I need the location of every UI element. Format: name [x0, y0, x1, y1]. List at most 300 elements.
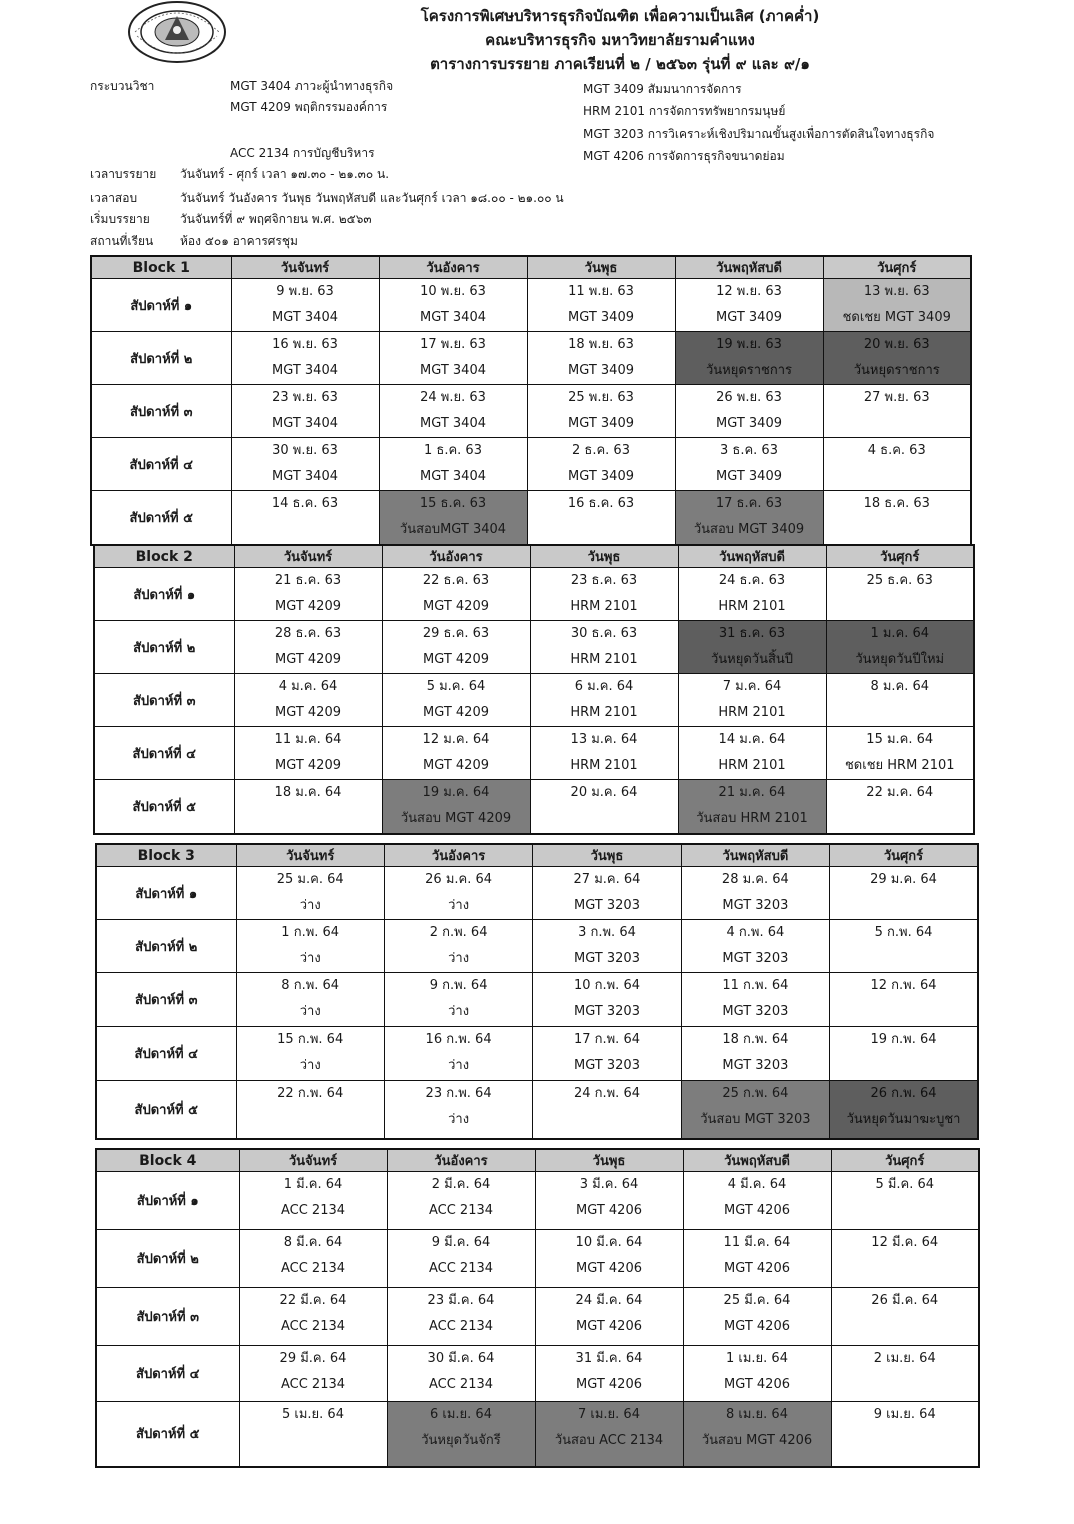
cell-date: 5 ก.พ. 64	[874, 925, 933, 940]
cell-date: 25 มี.ค. 64	[723, 1293, 791, 1308]
cell-subject: MGT 3409	[716, 416, 782, 431]
course-left-2: MGT 4209 พฤติกรรมองค์การ	[230, 100, 388, 114]
block-name: Block 4	[96, 1149, 239, 1172]
schedule-cell	[387, 1288, 535, 1346]
schedule-cell	[675, 279, 823, 332]
cell-subject: MGT 4206	[724, 1377, 790, 1392]
faculty-emblem-icon	[125, 0, 229, 64]
cell-date: 6 เม.ย. 64	[430, 1407, 492, 1422]
schedule-cell	[681, 1027, 829, 1081]
block-table-1	[90, 255, 972, 546]
cell-date: 9 พ.ย. 63	[276, 284, 334, 299]
cell-subject	[824, 464, 971, 490]
week-label: สัปดาห์ที่ ๓	[96, 1288, 239, 1346]
schedule-cell	[823, 279, 971, 332]
week-label: สัปดาห์ที่ ๕	[94, 780, 234, 834]
cell-subject: MGT 3404	[272, 469, 338, 484]
day-header: วันพุธ	[530, 545, 678, 568]
cell-subject: HRM 2101	[570, 652, 638, 667]
cell-date: 10 มี.ค. 64	[575, 1235, 643, 1250]
cell-subject: HRM 2101	[570, 599, 638, 614]
cell-date: 24 พ.ย. 63	[420, 390, 486, 405]
schedule-cell	[384, 1081, 532, 1139]
schedule-cell	[678, 621, 826, 674]
week-row	[94, 568, 974, 621]
week-label: สัปดาห์ที่ ๓	[96, 973, 236, 1027]
cell-date: 6 ม.ค. 64	[574, 679, 634, 694]
schedule-cell	[533, 1027, 681, 1081]
cell-subject: MGT 3404	[272, 416, 338, 431]
day-header: วันพฤหัสบดี	[683, 1149, 831, 1172]
cell-date: 23 ธ.ค. 63	[570, 573, 638, 588]
cell-date: 2 ก.พ. 64	[429, 925, 488, 940]
cell-subject	[531, 806, 678, 832]
cell-subject: วันหยุดวันสิ้นปี	[710, 652, 794, 667]
cell-subject: MGT 3203	[573, 951, 640, 966]
cell-subject	[832, 1428, 979, 1454]
cell-subject: MGT 4209	[275, 652, 341, 667]
cell-date: 3 มี.ค. 64	[579, 1177, 639, 1192]
cell-subject	[824, 517, 971, 543]
cell-subject	[827, 806, 974, 832]
cell-date: 23 ก.พ. 64	[425, 1086, 492, 1101]
schedule-cell	[533, 920, 681, 973]
cell-subject	[830, 1053, 977, 1079]
cell-subject: MGT 4206	[724, 1261, 790, 1276]
cell-subject: MGT 4209	[423, 705, 489, 720]
schedule-cell	[826, 780, 974, 834]
schedule-cell	[234, 621, 382, 674]
cell-date: 1 ธ.ค. 63	[424, 443, 482, 458]
week-label: สัปดาห์ที่ ๔	[96, 1346, 239, 1402]
week-label: สัปดาห์ที่ ๔	[91, 438, 231, 491]
cell-subject: ว่าง	[299, 1058, 321, 1073]
schedule-cell	[830, 867, 978, 920]
schedule-cell	[530, 674, 678, 727]
cell-date: 11 พ.ย. 63	[568, 284, 634, 299]
cell-subject: วันสอบMGT 3404	[399, 522, 507, 537]
header-title-faculty: คณะบริหารธุรกิจ มหาวิทยาลัยรามคำแหง	[485, 31, 755, 49]
cell-date: 9 ก.พ. 64	[429, 978, 488, 993]
cell-date: 10 ก.พ. 64	[573, 978, 640, 993]
cell-date: 24 ก.พ. 64	[573, 1086, 640, 1101]
schedule-cell	[527, 438, 675, 491]
cell-date: 26 พ.ย. 63	[716, 390, 782, 405]
cell-subject: วันหยุดวันปีใหม่	[855, 652, 945, 667]
schedule-cell	[678, 674, 826, 727]
cell-date: 25 พ.ย. 63	[568, 390, 634, 405]
cell-date: 12 พ.ย. 63	[716, 284, 782, 299]
cell-subject: ว่าง	[448, 951, 470, 966]
block-header-row	[96, 844, 978, 867]
week-row	[96, 1172, 979, 1230]
schedule-cell	[823, 332, 971, 385]
schedule-cell	[387, 1172, 535, 1230]
schedule-cell	[384, 973, 532, 1027]
block-name: Block 3	[96, 844, 236, 867]
cell-subject: MGT 3203	[722, 898, 789, 913]
schedule-cell	[234, 674, 382, 727]
cell-subject: วันสอบ MGT 4206	[701, 1433, 813, 1448]
cell-subject: HRM 2101	[718, 758, 786, 773]
day-header: วันอังคาร	[384, 844, 532, 867]
cell-date: 5 มี.ค. 64	[875, 1177, 935, 1192]
course-left-1: MGT 3404 ภาวะผู้นำทางธุรกิจ	[230, 79, 394, 93]
schedule-cell	[236, 867, 384, 920]
day-header: วันอังคาร	[379, 256, 527, 279]
cell-date: 17 พ.ย. 63	[420, 337, 486, 352]
schedule-cell	[239, 1402, 387, 1467]
schedule-cell	[382, 780, 530, 834]
cell-date: 24 ธ.ค. 63	[718, 573, 786, 588]
cell-subject: MGT 4209	[275, 599, 341, 614]
schedule-cell	[681, 920, 829, 973]
cell-subject: ว่าง	[448, 898, 470, 913]
cell-subject: MGT 3409	[568, 469, 634, 484]
cell-subject: HRM 2101	[570, 758, 638, 773]
week-label: สัปดาห์ที่ ๔	[94, 727, 234, 780]
cell-date: 7 ม.ค. 64	[722, 679, 782, 694]
block-name: Block 2	[94, 545, 234, 568]
day-header: วันจันทร์	[239, 1149, 387, 1172]
schedule-cell	[830, 1027, 978, 1081]
day-header: วันศุกร์	[831, 1149, 979, 1172]
schedule-cell	[382, 674, 530, 727]
day-header: วันพุธ	[535, 1149, 683, 1172]
cell-subject: ACC 2134	[428, 1261, 494, 1276]
cell-subject: วันหยุดราชการ	[705, 363, 793, 378]
cell-date: 8 เม.ย. 64	[726, 1407, 788, 1422]
block-table-3	[95, 843, 979, 1140]
week-row	[91, 279, 971, 332]
cell-subject: ว่าง	[448, 1004, 470, 1019]
room-label: สถานที่เรียน	[90, 234, 154, 248]
week-row	[96, 867, 978, 920]
block-table-4	[95, 1148, 980, 1468]
cell-subject: ว่าง	[448, 1112, 470, 1127]
schedule-cell	[231, 491, 379, 545]
schedule-cell	[683, 1172, 831, 1230]
cell-subject: MGT 3203	[722, 951, 789, 966]
cell-subject: ว่าง	[299, 951, 321, 966]
cell-subject	[827, 700, 974, 726]
schedule-cell	[535, 1230, 683, 1288]
cell-subject: MGT 3404	[420, 416, 486, 431]
course-right-3: MGT 3203 การวิเคราะห์เชิงปริมาณขั้นสูงเพื่อการตัดสินใจทางธุรกิจ	[583, 127, 935, 141]
cell-subject	[832, 1314, 979, 1340]
schedule-cell	[675, 332, 823, 385]
cell-date: 27 พ.ย. 63	[863, 390, 930, 405]
schedule-cell	[535, 1288, 683, 1346]
cell-date: 31 ธ.ค. 63	[718, 626, 786, 641]
cell-subject: MGT 4206	[576, 1377, 642, 1392]
schedule-cell	[379, 438, 527, 491]
cell-date: 28 ม.ค. 64	[721, 872, 789, 887]
cell-subject: MGT 3404	[420, 363, 486, 378]
schedule-cell	[384, 920, 532, 973]
cell-date: 19 พ.ย. 63	[716, 337, 782, 352]
cell-date: 18 ม.ค. 64	[274, 785, 342, 800]
cell-subject: วันหยุดวันจักรี	[421, 1433, 501, 1448]
block-header-row	[91, 256, 971, 279]
cell-date: 29 ธ.ค. 63	[422, 626, 490, 641]
cell-subject: ชดเชย HRM 2101	[844, 758, 955, 773]
week-row	[96, 1081, 978, 1139]
cell-date: 23 พ.ย. 63	[272, 390, 338, 405]
exam-time-value: วันจันทร์ วันอังคาร วันพุธ วันพฤหัสบดี และวันศุกร์ เวลา ๑๘.๐๐ - ๒๑.๐๐ น	[180, 191, 564, 205]
week-label: สัปดาห์ที่ ๑	[91, 279, 231, 332]
schedule-cell	[681, 973, 829, 1027]
block-header-row	[94, 545, 974, 568]
cell-date: 1 ก.พ. 64	[281, 925, 340, 940]
week-row	[91, 385, 971, 438]
schedule-cell	[675, 491, 823, 545]
cell-date: 5 เม.ย. 64	[282, 1407, 344, 1422]
schedule-cell	[533, 973, 681, 1027]
cell-subject: ACC 2134	[280, 1319, 346, 1334]
cell-subject	[235, 806, 382, 832]
week-row	[94, 621, 974, 674]
cell-date: 17 ธ.ค. 63	[715, 496, 783, 511]
cell-date: 26 มี.ค. 64	[871, 1293, 939, 1308]
schedule-cell	[379, 385, 527, 438]
cell-date: 4 ธ.ค. 63	[867, 443, 926, 458]
header-title-program: โครงการพิเศษบริหารธุรกิจบัณฑิต เพื่อความเป็นเลิศ (ภาคค่ำ)	[420, 7, 820, 25]
schedule-cell	[384, 1027, 532, 1081]
cell-date: 30 พ.ย. 63	[272, 443, 338, 458]
cell-date: 25 ก.พ. 64	[722, 1086, 789, 1101]
cell-date: 9 เม.ย. 64	[873, 1407, 936, 1422]
schedule-cell	[683, 1230, 831, 1288]
cell-subject: MGT 3409	[716, 469, 782, 484]
cell-date: 26 ม.ค. 64	[425, 872, 493, 887]
cell-date: 13 ม.ค. 64	[570, 732, 638, 747]
schedule-cell	[239, 1230, 387, 1288]
schedule-cell	[239, 1288, 387, 1346]
cell-date: 1 เม.ย. 64	[726, 1351, 788, 1366]
cell-subject: วันหยุดราชการ	[853, 363, 940, 378]
schedule-cell	[236, 1081, 384, 1139]
day-header: วันจันทร์	[234, 545, 382, 568]
schedule-cell	[530, 780, 678, 834]
schedule-cell	[823, 385, 971, 438]
cell-date: 14 ม.ค. 64	[718, 732, 786, 747]
cell-date: 13 พ.ย. 63	[863, 284, 930, 299]
week-label: สัปดาห์ที่ ๑	[96, 1172, 239, 1230]
week-label: สัปดาห์ที่ ๓	[91, 385, 231, 438]
week-label: สัปดาห์ที่ ๒	[96, 1230, 239, 1288]
cell-subject: ACC 2134	[428, 1203, 494, 1218]
cell-date: 29 ม.ค. 64	[870, 872, 937, 887]
schedule-cell	[527, 491, 675, 545]
schedule-cell	[681, 1081, 829, 1139]
cell-date: 4 ก.พ. 64	[726, 925, 785, 940]
cell-date: 26 ก.พ. 64	[870, 1086, 937, 1101]
cell-date: 2 เม.ย. 64	[873, 1351, 936, 1366]
cell-subject: ACC 2134	[280, 1261, 346, 1276]
cell-date: 9 มี.ค. 64	[431, 1235, 491, 1250]
schedule-cell	[231, 332, 379, 385]
course-right-2: HRM 2101 การจัดการทรัพยากรมนุษย์	[583, 104, 786, 118]
cell-date: 15 ก.พ. 64	[277, 1032, 344, 1047]
cell-date: 5 ม.ค. 64	[426, 679, 486, 694]
start-label: เริ่มบรรยาย	[90, 212, 150, 226]
cell-subject: วันสอบ MGT 4209	[400, 811, 512, 826]
cell-subject: MGT 4209	[275, 705, 341, 720]
cell-subject: MGT 3404	[272, 310, 338, 325]
cell-date: 8 มี.ค. 64	[283, 1235, 343, 1250]
cell-date: 3 ก.พ. 64	[578, 925, 636, 940]
schedule-cell	[234, 568, 382, 621]
cell-date: 11 ม.ค. 64	[274, 732, 342, 747]
cell-date: 19 ม.ค. 64	[422, 785, 490, 800]
cell-subject	[528, 517, 675, 543]
cell-date: 22 ก.พ. 64	[277, 1086, 344, 1101]
exam-time-label: เวลาสอบ	[90, 191, 138, 205]
schedule-cell	[387, 1402, 535, 1467]
cell-subject	[832, 1372, 979, 1398]
schedule-cell	[830, 973, 978, 1027]
schedule-cell	[527, 385, 675, 438]
schedule-cell	[823, 491, 971, 545]
cell-subject: วันสอบ MGT 3203	[700, 1112, 811, 1127]
schedule-cell	[681, 867, 829, 920]
week-row	[96, 1230, 979, 1288]
cell-date: 12 ม.ค. 64	[422, 732, 490, 747]
week-row	[96, 973, 978, 1027]
cell-subject	[237, 1107, 384, 1133]
cell-subject: MGT 4206	[724, 1319, 790, 1334]
schedule-cell	[527, 279, 675, 332]
cell-date: 1 ม.ค. 64	[870, 626, 930, 641]
cell-subject: ว่าง	[448, 1058, 470, 1073]
schedule-cell	[231, 438, 379, 491]
week-row	[96, 1402, 979, 1467]
schedule-cell	[535, 1172, 683, 1230]
schedule-cell	[379, 332, 527, 385]
schedule-cell	[236, 973, 384, 1027]
cell-date: 10 พ.ย. 63	[420, 284, 486, 299]
cell-subject	[824, 411, 971, 437]
schedule-cell	[678, 780, 826, 834]
cell-date: 17 ก.พ. 64	[573, 1032, 640, 1047]
cell-date: 16 พ.ย. 63	[272, 337, 338, 352]
schedule-cell	[675, 438, 823, 491]
week-label: สัปดาห์ที่ ๒	[94, 621, 234, 674]
course-left-3: ACC 2134 การบัญชีบริหาร	[230, 146, 375, 160]
cell-date: 22 มี.ค. 64	[279, 1293, 347, 1308]
cell-subject: ว่าง	[299, 898, 321, 913]
schedule-cell	[678, 568, 826, 621]
cell-date: 18 ธ.ค. 63	[863, 496, 930, 511]
cell-date: 12 มี.ค. 64	[871, 1235, 939, 1250]
cell-date: 21 ม.ค. 64	[718, 785, 786, 800]
cell-subject: MGT 3409	[568, 416, 634, 431]
cell-subject: วันสอบ ACC 2134	[554, 1433, 664, 1448]
cell-subject: MGT 4206	[724, 1203, 790, 1218]
course-right-4: MGT 4206 การจัดการธุรกิจขนาดย่อม	[583, 149, 785, 163]
schedule-cell	[683, 1402, 831, 1467]
schedule-cell	[831, 1288, 979, 1346]
cell-date: 4 มี.ค. 64	[727, 1177, 787, 1192]
cell-date: 20 พ.ย. 63	[863, 337, 930, 352]
cell-subject: MGT 3404	[420, 469, 486, 484]
day-header: วันศุกร์	[823, 256, 971, 279]
cell-date: 24 มี.ค. 64	[575, 1293, 643, 1308]
schedule-cell	[830, 1081, 978, 1139]
cell-date: 21 ธ.ค. 63	[274, 573, 342, 588]
schedule-cell	[831, 1346, 979, 1402]
week-row	[91, 438, 971, 491]
cell-subject: ACC 2134	[280, 1377, 346, 1392]
week-label: สัปดาห์ที่ ๕	[91, 491, 231, 545]
schedule-cell	[234, 780, 382, 834]
lecture-time-label: เวลาบรรยาย	[90, 167, 157, 181]
cell-subject: MGT 4209	[275, 758, 341, 773]
cell-date: 20 ม.ค. 64	[570, 785, 638, 800]
schedule-cell	[533, 867, 681, 920]
schedule-cell	[533, 1081, 681, 1139]
cell-date: 2 มี.ค. 64	[431, 1177, 491, 1192]
cell-subject: MGT 4206	[576, 1261, 642, 1276]
week-label: สัปดาห์ที่ ๔	[96, 1027, 236, 1081]
cell-date: 8 ม.ค. 64	[870, 679, 930, 694]
cell-date: 8 ก.พ. 64	[281, 978, 340, 993]
day-header: วันพฤหัสบดี	[681, 844, 829, 867]
cell-date: 23 มี.ค. 64	[427, 1293, 495, 1308]
cell-subject: MGT 4209	[423, 599, 489, 614]
schedule-cell	[830, 920, 978, 973]
day-header: วันพุธ	[527, 256, 675, 279]
cell-subject: MGT 3203	[573, 1004, 640, 1019]
schedule-cell	[236, 920, 384, 973]
cell-date: 18 ก.พ. 64	[722, 1032, 789, 1047]
day-header: วันอังคาร	[382, 545, 530, 568]
week-label: สัปดาห์ที่ ๑	[96, 867, 236, 920]
schedule-cell	[530, 621, 678, 674]
week-row	[94, 674, 974, 727]
cell-subject: MGT 4209	[423, 652, 489, 667]
cell-date: 3 ธ.ค. 63	[720, 443, 778, 458]
week-label: สัปดาห์ที่ ๒	[96, 920, 236, 973]
cell-subject: MGT 4206	[576, 1203, 642, 1218]
week-row	[96, 1027, 978, 1081]
cell-date: 16 ก.พ. 64	[425, 1032, 492, 1047]
cell-subject: MGT 3409	[568, 363, 634, 378]
schedule-cell	[683, 1288, 831, 1346]
cell-date: 2 ธ.ค. 63	[572, 443, 630, 458]
schedule-cell	[678, 727, 826, 780]
cell-subject: ชดเชย MGT 3409	[842, 310, 951, 325]
cell-date: 30 มี.ค. 64	[427, 1351, 495, 1366]
cell-subject: MGT 3404	[272, 363, 338, 378]
room-value: ห้อง ๕๐๑ อาคารศรชุม	[180, 234, 298, 248]
cell-subject: วันหยุดวันมาฆะบูชา	[846, 1112, 961, 1127]
schedule-cell	[831, 1402, 979, 1467]
start-value: วันจันทร์ที่ ๙ พฤศจิกายน พ.ศ. ๒๕๖๓	[180, 212, 372, 226]
schedule-cell	[826, 727, 974, 780]
cell-date: 15 ม.ค. 64	[866, 732, 934, 747]
cell-date: 4 ม.ค. 64	[278, 679, 338, 694]
cell-date: 25 ม.ค. 64	[276, 872, 344, 887]
cell-subject	[240, 1428, 387, 1454]
day-header: วันจันทร์	[231, 256, 379, 279]
schedule-cell	[675, 385, 823, 438]
schedule-cell	[826, 621, 974, 674]
schedule-cell	[530, 568, 678, 621]
cell-subject: MGT 3203	[722, 1058, 789, 1073]
cell-subject: MGT 3203	[573, 1058, 640, 1073]
